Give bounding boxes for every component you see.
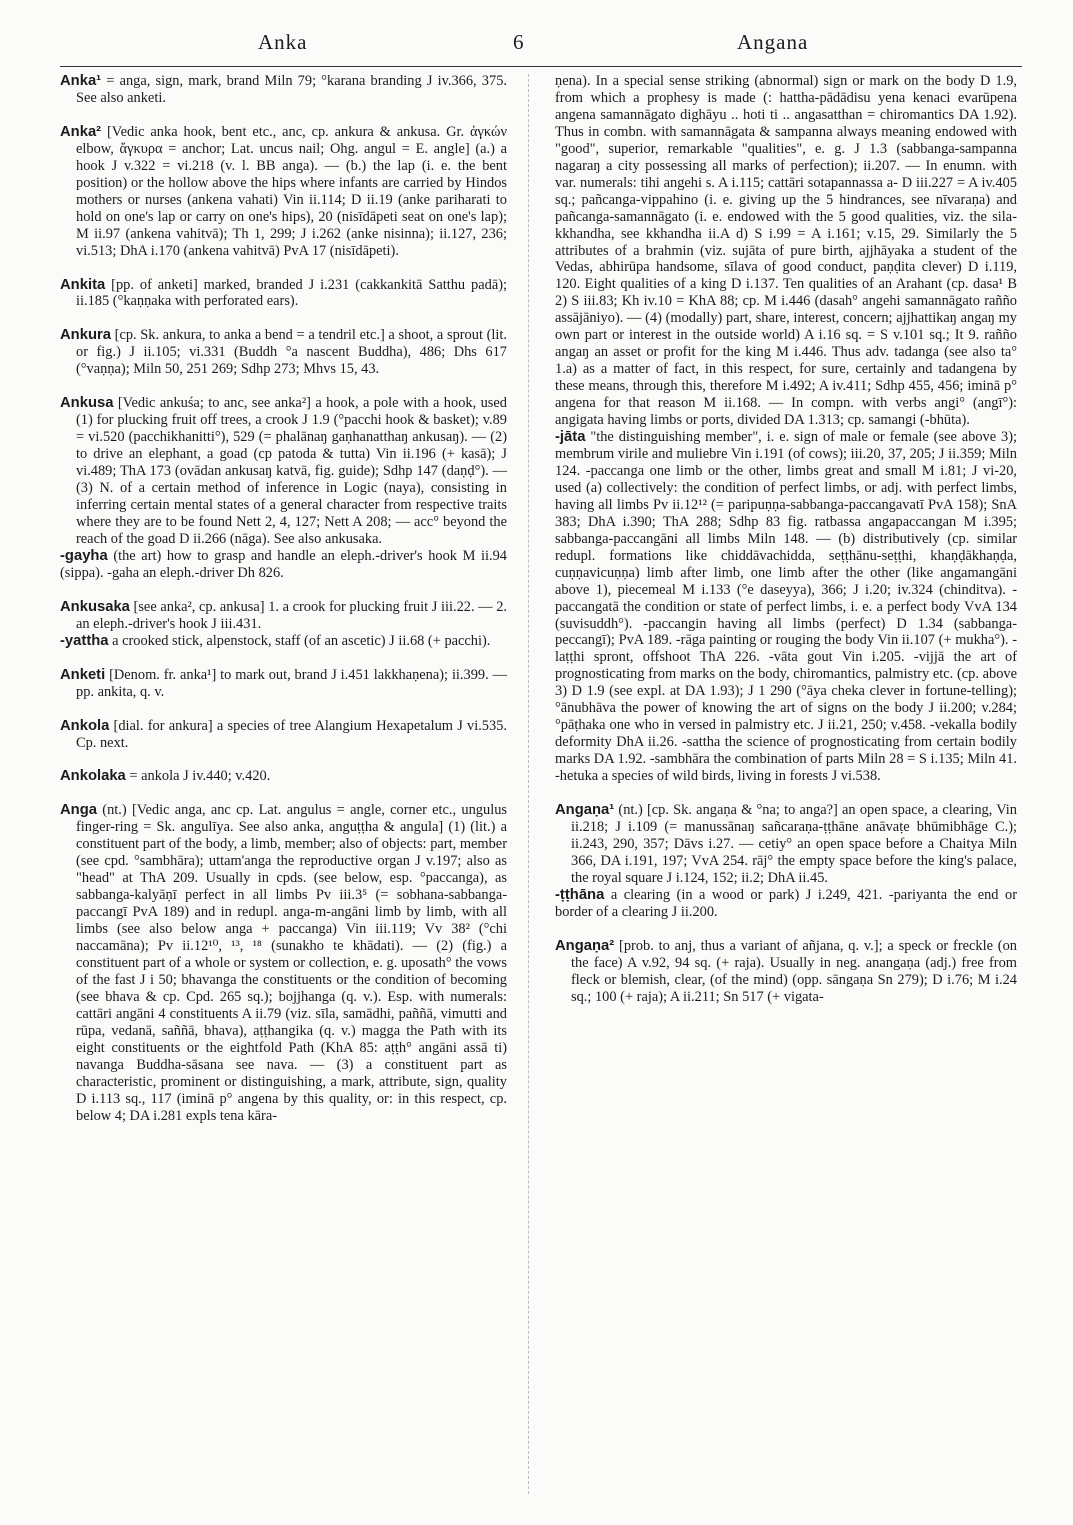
subentry-gayha — [60, 548, 507, 582]
subentry-yattha — [60, 633, 507, 650]
running-head-right: Angana — [737, 30, 809, 54]
entry-headword: Anka¹ — [60, 73, 102, 89]
entry-text: = anga, sign, mark, brand Miln 79; °karana branding J iv.366, 375. See also anketi. — [76, 73, 507, 106]
entry-headword: Ankola — [60, 717, 110, 734]
column-divider — [528, 74, 529, 1494]
entry-ankolaka — [60, 768, 507, 785]
entry-anga-continued — [555, 73, 1017, 429]
entry-headword: Ankolaka — [60, 768, 126, 785]
entry-headword: -yattha — [60, 632, 109, 649]
entry-text: [see anka², cp. ankusa] 1. a crook for plucking fruit J iii.22. — 2. an eleph.-driver's hook J iii.431. — [76, 598, 507, 632]
entry-headword: Anga — [60, 802, 97, 819]
entry-text: "the distinguishing member", i. e. sign of male or female (see above 3); membrum virile and muliebre Vin i.191 (of cows); iii.20, 37, 205; J ii.359; Miln 124. -paccanga one limb or the other, limbs great and small M i.81; J vi-20, used (a) collectively: the condition of perfect limbs, or adj. with perfect limbs, having all limbs Pv ii.12¹² (= paripuṇṇa-sabbanga-paccangavatī PvA 158); SnA 383; DhA i.390; ThA 288; Sdhp 83 fig. ratbassa angapaccangan M i.395; sabbanga-paccangāni all limbs Miln 148. — (b) distributively (cp. similar redupl. formations like chiddāvachidda, seṭṭhānu-seṭṭhi, khaṇḍākhaṇḍa, cuṇṇavicuṇṇa) limb after limb, one limb after the other (like angamangāni above 1), piecemeal M i.133 (°e daseyya), 366; J i.20; iv.324 (chinditva). -paccangatā the condition or state of perfect limbs, i. e. a perfect body VvA 134 (suvisuddh°). -paccangin having all limbs (perfect) D 1.34 (sabbanga-peccangī); PvA 189. -rāga painting or rouging the body Vin ii.107 (+ mukha°). -laṭṭhi spront, offshoot ThA 226. -vāta gout Vin i.205. -vijjā the art of prognosticating from marks on the body, chiromantics, palmistry etc. (cp. above 3) D 1.9 (see expl. at DA 1.93); J 1 290 (°āya cheka clever in fortune-telling); °ānubhāva the power of knowing the art of signs on the body J ii.200; v.284; °pāṭhaka one who in versed in palmistry etc. J ii.21, 250; v.458. -vekalla bodily deformity DhA ii.26. -sattha the science of prognosticating from certain bodily marks DA 1.92. -sambhāra the combination of parts Miln 28 = S i.135; Miln 41. -hetuka a species of wild birds, living in forests J vi.538. — [555, 429, 1017, 785]
entry-ankura — [60, 327, 507, 378]
entry-anka1 — [60, 73, 507, 107]
entry-text: a crooked stick, alpenstock, staff (of an ascetic) J ii.68 (+ pacchi). — [108, 632, 491, 649]
entry-headword: Anka² — [60, 123, 102, 140]
entry-text: (nt.) [Vedic anga, anc cp. Lat. angulus = angle, corner etc., ungulus finger-ring = Sk. angulīya. See also anka, anguṭṭha & angula] (1) (lit.) a constituent part of the body, a limb, member; also of objects: part, member (see cpd. °sambhāra); uttam'anga the reproductive organ J v.197; also as "head" at ThA 209. Usually in cpds. (see below, esp. °paccanga), as sabbanga-kalyāṇī perfect in all limbs Pv iii.3⁵ (= sobhana-sabbanga-paccangī PvA 189) and in redupl. anga-m-angāni limb by limb, with all limbs (see also below anga + paccanga) Vin iii.119; Vv 38² (°chi naccamāna); Pv ii.12¹⁰, ¹³, ¹⁸ (sunakho te khādati). — (2) (fig.) a constituent part of a whole or system or collection, e. g. uposath° the vows of the fast J i 50; bhavanga the constituents or the condition of becoming (see bhava & cp. Cpd. 265 sq.); bojjhanga (q. v.). Esp. with numerals: cattāri angāni 4 constituents A ii.79 (viz. sīla, samādhi, paññā, vimutti and rūpa, vedanā, saññā, bhava), aṭṭhangika (q. v.) magga the Path with its eight constituents or the eightfold Path (KhA 85: aṭṭh° angāni assā ti) navanga Buddha-sāsana see nava. — (3) a constituent part as characteristic, prominent or distinguishing, a mark, attribute, sign, quality D i.113 sq., 117 (iminā p° angena by this quality, or: in this respect, cp. below 4; DA i.281 expls tena kāra- — [76, 802, 507, 1124]
entry-ankita — [60, 277, 507, 311]
entry-text: [Vedic anka hook, bent etc., anc, cp. ankura & ankusa. Gr. ἀγκών elbow, ἄγκυρα = anchor; Lat. uncus nail; Ohg. angul = E. angle] (a.) a hook J v.322 = vi.218 (v. l. BB anga). — (b.) the lap (i. e. the bent position) or the hollow above the hips where infants are carried by Hindos mothers or nurses (ankena vahati) Vin ii.114; D ii.19 (anke pariharati to hold on one's lap or carry on one's hips), 20 (nisīdāpeti seat on one's lap); M ii.97 (ankena vahitvā); Th 1, 299; J i.262 (anke nisinna); ii.127, 236; vi.513; DhA i.170 (ankena vahitvā) PvA 17 (nisīdāpeti). — [76, 123, 507, 259]
entry-ankusaka — [60, 599, 507, 633]
entry-text: (the art) how to grasp and handle an eleph.-driver's hook M ii.94 (sippa). -gaha an eleph.-driver Dh 826. — [60, 547, 507, 581]
subentry-tthana — [555, 887, 1017, 921]
entry-headword: Ankusa — [60, 395, 114, 412]
entry-text: (nt.) [cp. Sk. angaṇa & °na; to anga?] an open space, a clearing, Vin ii.218; J i.109 (= manussānaŋ sañcaraṇa-ṭṭhāne anāvaṭe bhūmibhāge C.); ii.243, 290, 357; Dāvs i.27. — cetiy° an open space before a Chaitya Miln 366, DA i.191, 197; VvA 254. rāj° the empty space before the king's palace, the royal square J i.124, 152; ii.2; DhA ii.45. — [571, 802, 1017, 886]
entry-anka2 — [60, 124, 507, 260]
entry-headword: Ankusaka — [60, 598, 130, 615]
entry-text: [cp. Sk. ankura, to anka a bend = a tendril etc.] a shoot, a sprout (lit. or fig.) J ii.105; vi.331 (Buddh °a nascent Buddha), 486; Dhs 617 (°vaṇṇa); Miln 50, 251 269; Sdhp 273; Mhvs 15, 43. — [76, 327, 507, 378]
subentry-anga-compounds — [555, 429, 1017, 785]
entry-headword: -ṭṭhāna — [555, 886, 605, 903]
entry-headword: Anketi — [60, 666, 106, 683]
entry-anketi — [60, 667, 507, 701]
entry-headword: Angaṇa² — [555, 937, 615, 954]
entry-ankusa — [60, 395, 507, 548]
entry-angana2 — [555, 938, 1017, 1006]
entry-headword: Angaṇa¹ — [555, 802, 615, 819]
entry-angana1 — [555, 802, 1017, 887]
entry-ankola — [60, 718, 507, 752]
header-rule — [60, 66, 1022, 67]
entry-text: [pp. of anketi] marked, branded J i.231 (cakkankitā Satthu padā); ii.185 (°kaṇṇaka with perforated ears). — [76, 276, 507, 310]
page-number: 6 — [513, 30, 525, 54]
entry-headword: -gayha — [60, 547, 108, 564]
entry-text: ṇena). In a special sense striking (abnormal) sign or mark on the body D 1.9, from which a prophesy is made (: hattha-pādādisu yena kenaci evarūpena angena samannāgato dighāyu .. hoti ti .. angasatthan = chiromantics DA 1.92). Thus in combn. with samannāgata & sampanna always meaning endowed with "good", superior, remarkable "qualities", e. g. J 1.3 (sabbanga-sampanna nagaraŋ a city possessing all marks of perfection); ii.207. — In enumn. with var. numerals: tihi angehi s. A i.115; cattāri sotapannassa a- D iii.227 = A iv.405 sq.; pañcanga-vippahino (i. e. giving up the 5 hindrances, see nīvaraṇa) and pañcanga-samannāgato (i. e. endowed with the 5 good qualities, viz. the sila-kkhandha, see kkhandha ii.A d) S i.99 = A i.161; v.15, 29. Similarly the 5 attributes of a brahmin (viz. sujāta of pure birth, ajjhāyaka a student of the Vedas, abhirūpa handsome, sīlava of good conduct, paṇḍita clever) D i.119, 120. Eight qualities of a king D i.137. Ten qualities of an Arahant (cp. dasa¹ B 2) S iii.83; Kh iv.10 = KhA 88; cp. M i.446 (dasah° angehi samannāgato rañño assājāniyo). — (4) (modally) part, share, interest, concern; ajjhattikaŋ angaŋ my own part or interest in the outside world) A i.16 sq. = S v.101 sq.; It 9. rañño angaŋ an asset or profit for the king M i.446. Thus adv. tadanga (see also ta° 1.a) as a matter of fact, in this respect, for sure, certainly and tadangena by these means, through this, therefore M i.492; A iv.411; Sdhp 455, 456; iminā p° angena for that reason M ii.168. — In compn. with verbs angi° (angī°): angigata having limbs or ports, divided DA 1.313; cp. samangi (-bhūta). — [555, 73, 1017, 429]
entry-text: [Vedic ankuśa; to anc, see anka²] a hook, a pole with a hook, used (1) for plucking fruit off trees, a crook J 1.9 (°pacchi hook & basket); v.89 = vi.520 (pacchikhanitti°), 529 (= phalānaŋ gaṇhanatthaŋ ankusaŋ). — (2) to drive an elephant, a goad (cp patoda & tutta) Vin ii.196 (+ kasā); J vi.489; ThA 173 (ovādan ankusaŋ katvā, fig. guide); Sdhp 147 (daṇḍ°). — (3) N. of a certain method of inference in Logic (naya), consisting in inferring certain mental states of a general character from respective traits where they are to be found Nett 2, 4, 127; Nett A 208; — acc° beyond the reach of the goad D ii.266 (nāga). See also ankusaka. — [76, 395, 507, 547]
entry-headword: Ankita — [60, 276, 106, 293]
entry-text: [dial. for ankura] a species of tree Alangium Hexapetalum J vi.535. Cp. next. — [76, 717, 507, 751]
entry-headword: Ankura — [60, 327, 111, 344]
right-column — [555, 73, 1017, 1006]
entry-text: = ankola J iv.440; v.420. — [125, 768, 271, 785]
entry-headword: -jāta — [555, 429, 586, 446]
left-column — [60, 73, 507, 1125]
running-head-left: Anka — [258, 30, 308, 54]
entry-anga — [60, 802, 507, 1124]
entry-text: [prob. to anj, thus a variant of añjana, q. v.]; a speck or freckle (on the face) A v.92, 94 sq. (+ raja). Usually in neg. anangaṇa (adj.) free from fleck or blemish, clear, (of the mind) (opp. sāngaṇa Sn 279); D i.76; M i.24 sq.; 100 (+ raja); A ii.211; Sn 517 (+ vigata- — [571, 937, 1017, 1005]
entry-text: a clearing (in a wood or park) J i.249, 421. -pariyanta the end or border of a clearing J ii.200. — [555, 886, 1017, 920]
entry-text: [Denom. fr. anka¹] to mark out, brand J i.451 lakkhaṇena); ii.399. — pp. ankita, q. v. — [76, 666, 507, 700]
